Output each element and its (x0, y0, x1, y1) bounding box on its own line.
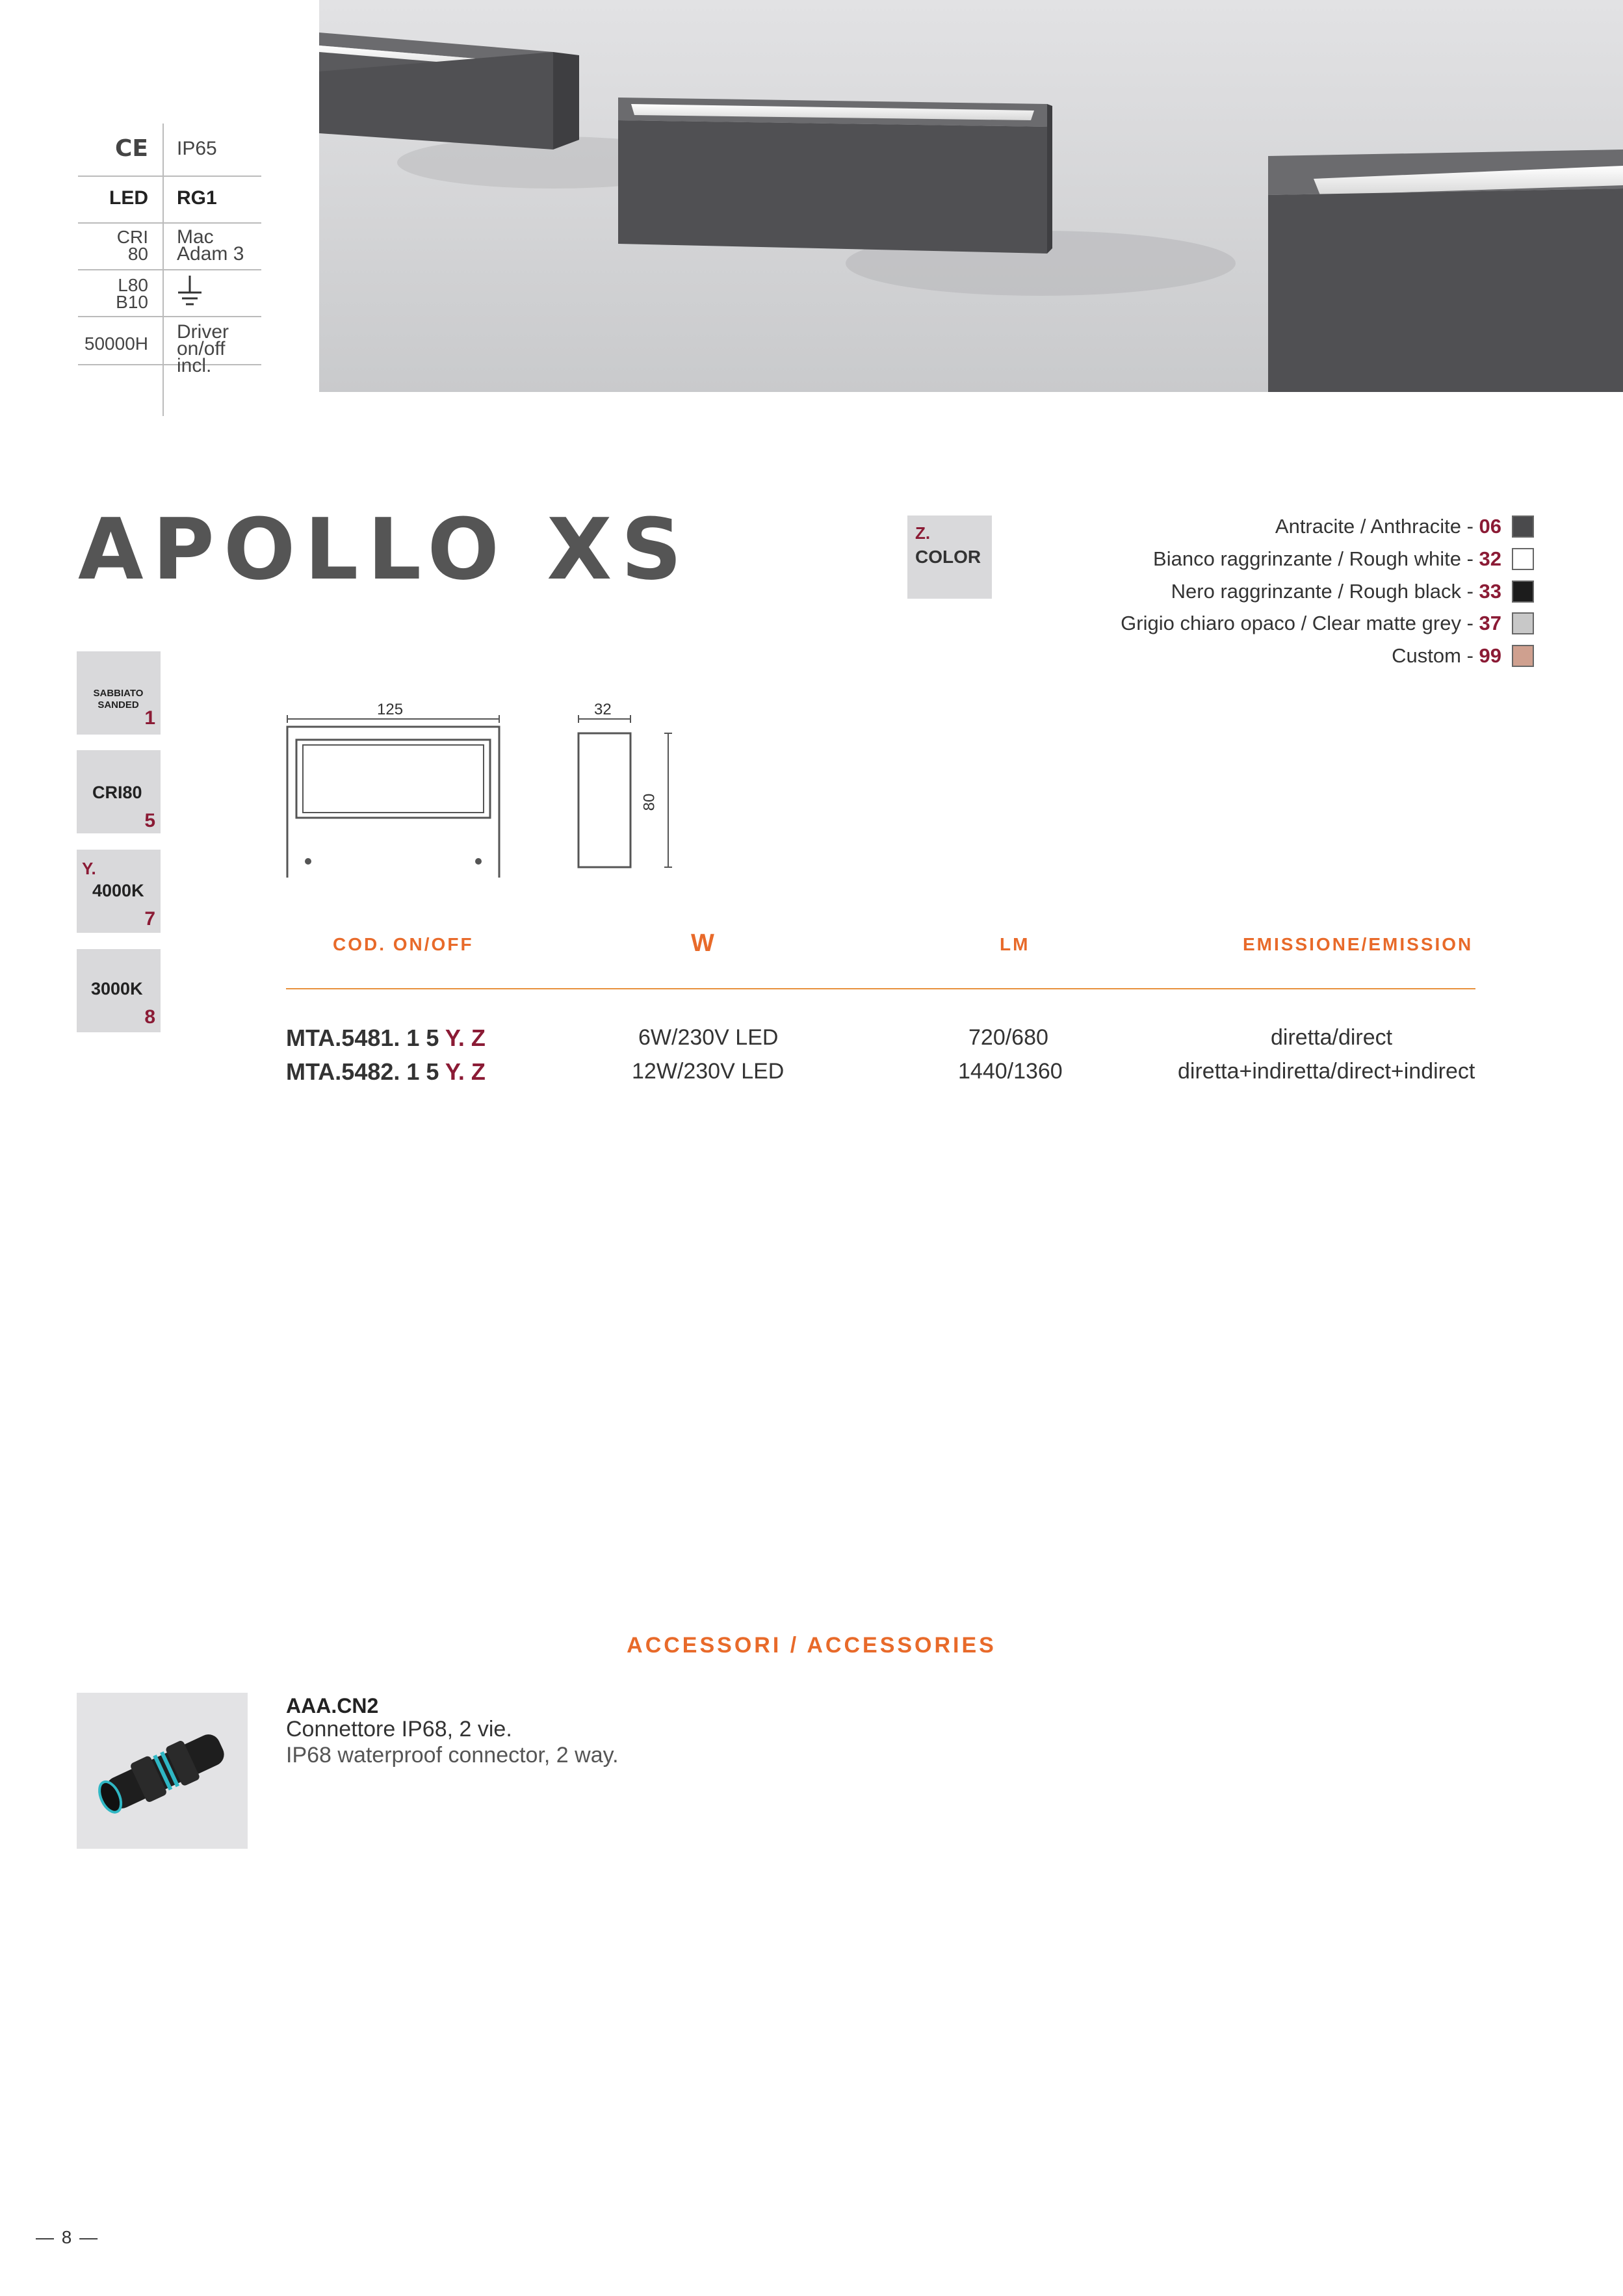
color-swatch (1512, 612, 1534, 634)
accessory-code: AAA.CN2 (286, 1694, 379, 1717)
color-option: Nero raggrinzante / Rough black - 33 (1171, 580, 1501, 603)
risk-group: RG1 (177, 187, 217, 209)
accessories-title: ACCESSORI / ACCESSORIES (627, 1633, 996, 1658)
table-row-code: MTA.5481. 1 5 Y. Z (286, 1024, 486, 1051)
header-emission: EMISSIONE/EMISSION (1243, 934, 1474, 954)
technical-drawing (279, 689, 695, 878)
color-option: Grigio chiaro opaco / Clear matte grey - 37 (1121, 612, 1501, 634)
dim-height: 80 (640, 793, 658, 811)
color-swatch (1512, 515, 1534, 538)
color-option: Custom - 99 (1392, 644, 1501, 667)
lifetime-hours: 50000H (84, 333, 148, 354)
spec-row-ce (78, 117, 261, 177)
tile-sanded: SABBIATO SANDED 1 (77, 651, 161, 735)
ce-mark: CE (114, 135, 148, 162)
table-row-w: 12W/230V LED (632, 1059, 785, 1084)
driver-info: Driver on/off incl. (177, 321, 229, 376)
accessory-desc-it: Connettore IP68, 2 vie. (286, 1717, 512, 1742)
cri-label: CRI 80 (116, 227, 148, 264)
table-row-emission: diretta+indiretta/direct+indirect (1178, 1059, 1475, 1084)
connector-photo (77, 1693, 248, 1849)
color-key-prefix: Z. (915, 523, 931, 543)
dim-depth: 32 (594, 701, 612, 718)
header-w: W (691, 930, 716, 957)
color-key-box (907, 515, 992, 599)
spec-row-led (78, 176, 261, 224)
macadam-value: Mac Adam 3 (177, 226, 244, 265)
tile-3000k: 3000K 8 (77, 949, 161, 1032)
ip-rating: IP65 (177, 138, 217, 159)
spec-row-hours (78, 316, 261, 376)
dim-width: 125 (377, 701, 404, 718)
color-swatch (1512, 581, 1534, 603)
table-row-w: 6W/230V LED (638, 1025, 779, 1050)
header-code: COD. ON/OFF (333, 934, 474, 954)
spec-row-l80 (78, 269, 261, 317)
product-title: APOLLO XS (78, 500, 692, 599)
accessory-desc-en: IP68 waterproof connector, 2 way. (286, 1743, 619, 1768)
color-swatch (1512, 645, 1534, 667)
product-photo (319, 0, 1623, 392)
spec-table (78, 117, 261, 416)
color-option: Antracite / Anthracite - 06 (1275, 515, 1501, 538)
color-swatch (1512, 548, 1534, 570)
ground-icon (177, 274, 203, 313)
spec-row-cri (78, 222, 261, 270)
wall-lights-illustration (319, 0, 1623, 392)
table-row-emission: diretta/direct (1271, 1025, 1393, 1050)
color-option: Bianco raggrinzante / Rough white - 32 (1153, 547, 1501, 570)
table-row-lm: 1440/1360 (958, 1059, 1063, 1084)
table-row-lm: 720/680 (968, 1025, 1048, 1050)
table-row-code: MTA.5482. 1 5 Y. Z (286, 1058, 486, 1085)
page-number: — 8 — (36, 2227, 99, 2247)
tile-cri80: CRI80 5 (77, 750, 161, 833)
led-label: LED (109, 187, 148, 209)
color-key-label: COLOR (915, 547, 981, 567)
lifetime-class: L80 B10 (116, 275, 148, 312)
header-lm: LM (1000, 934, 1030, 954)
header-rule (286, 988, 1475, 989)
tile-4000k: Y. 4000K 7 (77, 850, 161, 933)
